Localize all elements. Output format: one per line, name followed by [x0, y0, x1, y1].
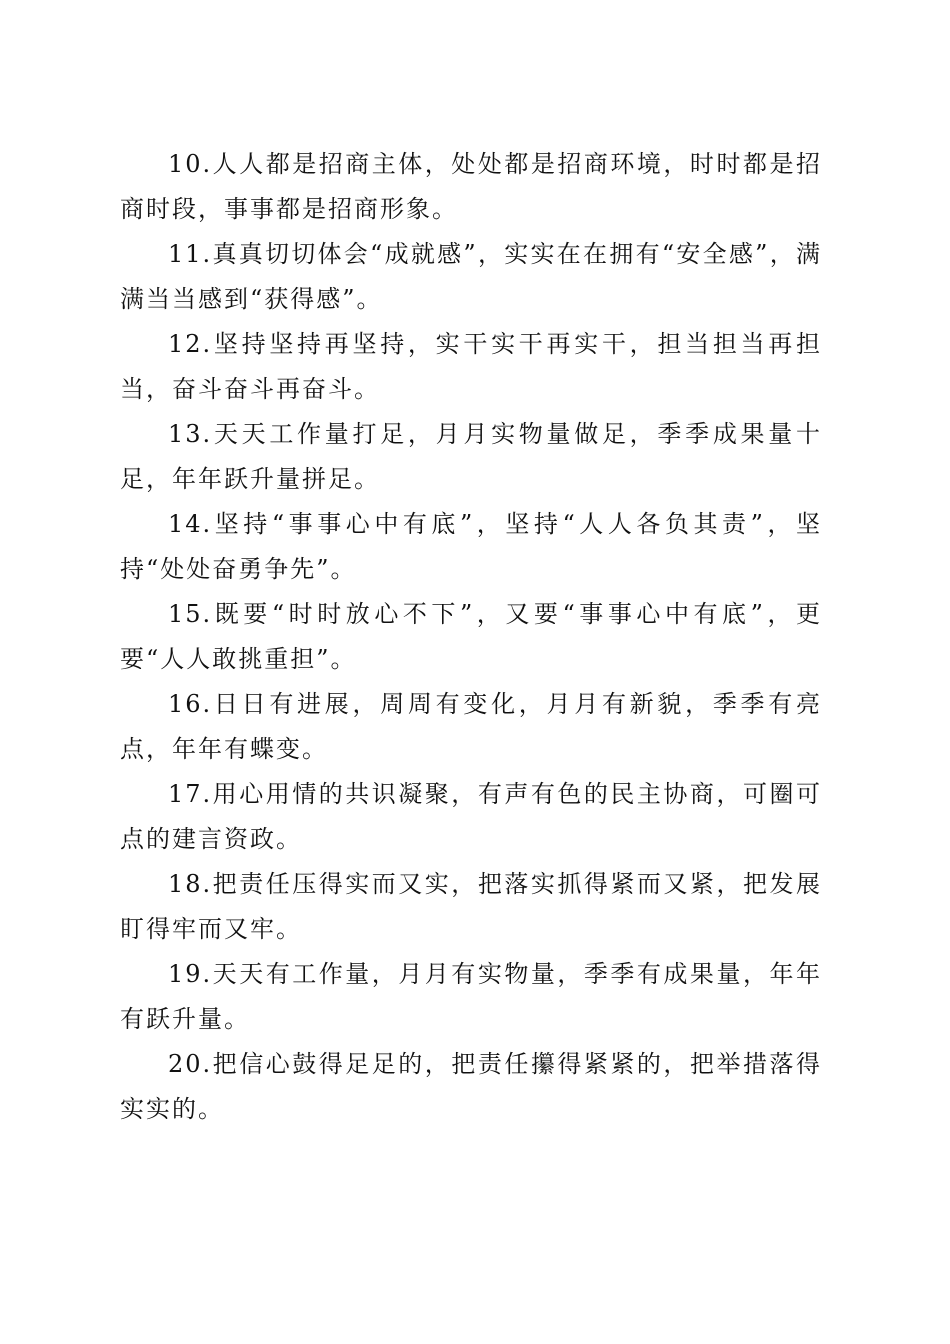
paragraph-12: 12.坚持坚持再坚持，实干实干再实干，担当担当再担当，奋斗奋斗再奋斗。 [120, 330, 822, 403]
paragraph-18: 18.把责任压得实而又实，把落实抓得紧而又紧，把发展盯得牢而又牢。 [120, 870, 822, 943]
paragraph-16: 16.日日有进展，周周有变化，月月有新貌，季季有亮点，年年有蝶变。 [120, 690, 822, 763]
paragraph-10: 10.人人都是招商主体，处处都是招商环境，时时都是招商时段，事事都是招商形象。 [120, 150, 822, 223]
paragraph-13: 13.天天工作量打足，月月实物量做足，季季成果量十足，年年跃升量拼足。 [120, 420, 822, 493]
paragraph-11: 11.真真切切体会“成就感”，实实在在拥有“安全感”，满满当当感到“获得感”。 [120, 240, 822, 313]
paragraph-17: 17.用心用情的共识凝聚，有声有色的民主协商，可圈可点的建言资政。 [120, 780, 822, 853]
paragraph-20: 20.把信心鼓得足足的，把责任攥得紧紧的，把举措落得实实的。 [120, 1050, 822, 1123]
document-body [120, 142, 822, 1132]
paragraph-14: 14.坚持“事事心中有底”，坚持“人人各负其责”，坚持“处处奋勇争先”。 [120, 510, 822, 583]
paragraph-19: 19.天天有工作量，月月有实物量，季季有成果量，年年有跃升量。 [120, 960, 822, 1033]
paragraph-15: 15.既要“时时放心不下”，又要“事事心中有底”，更要“人人敢挑重担”。 [120, 600, 822, 673]
